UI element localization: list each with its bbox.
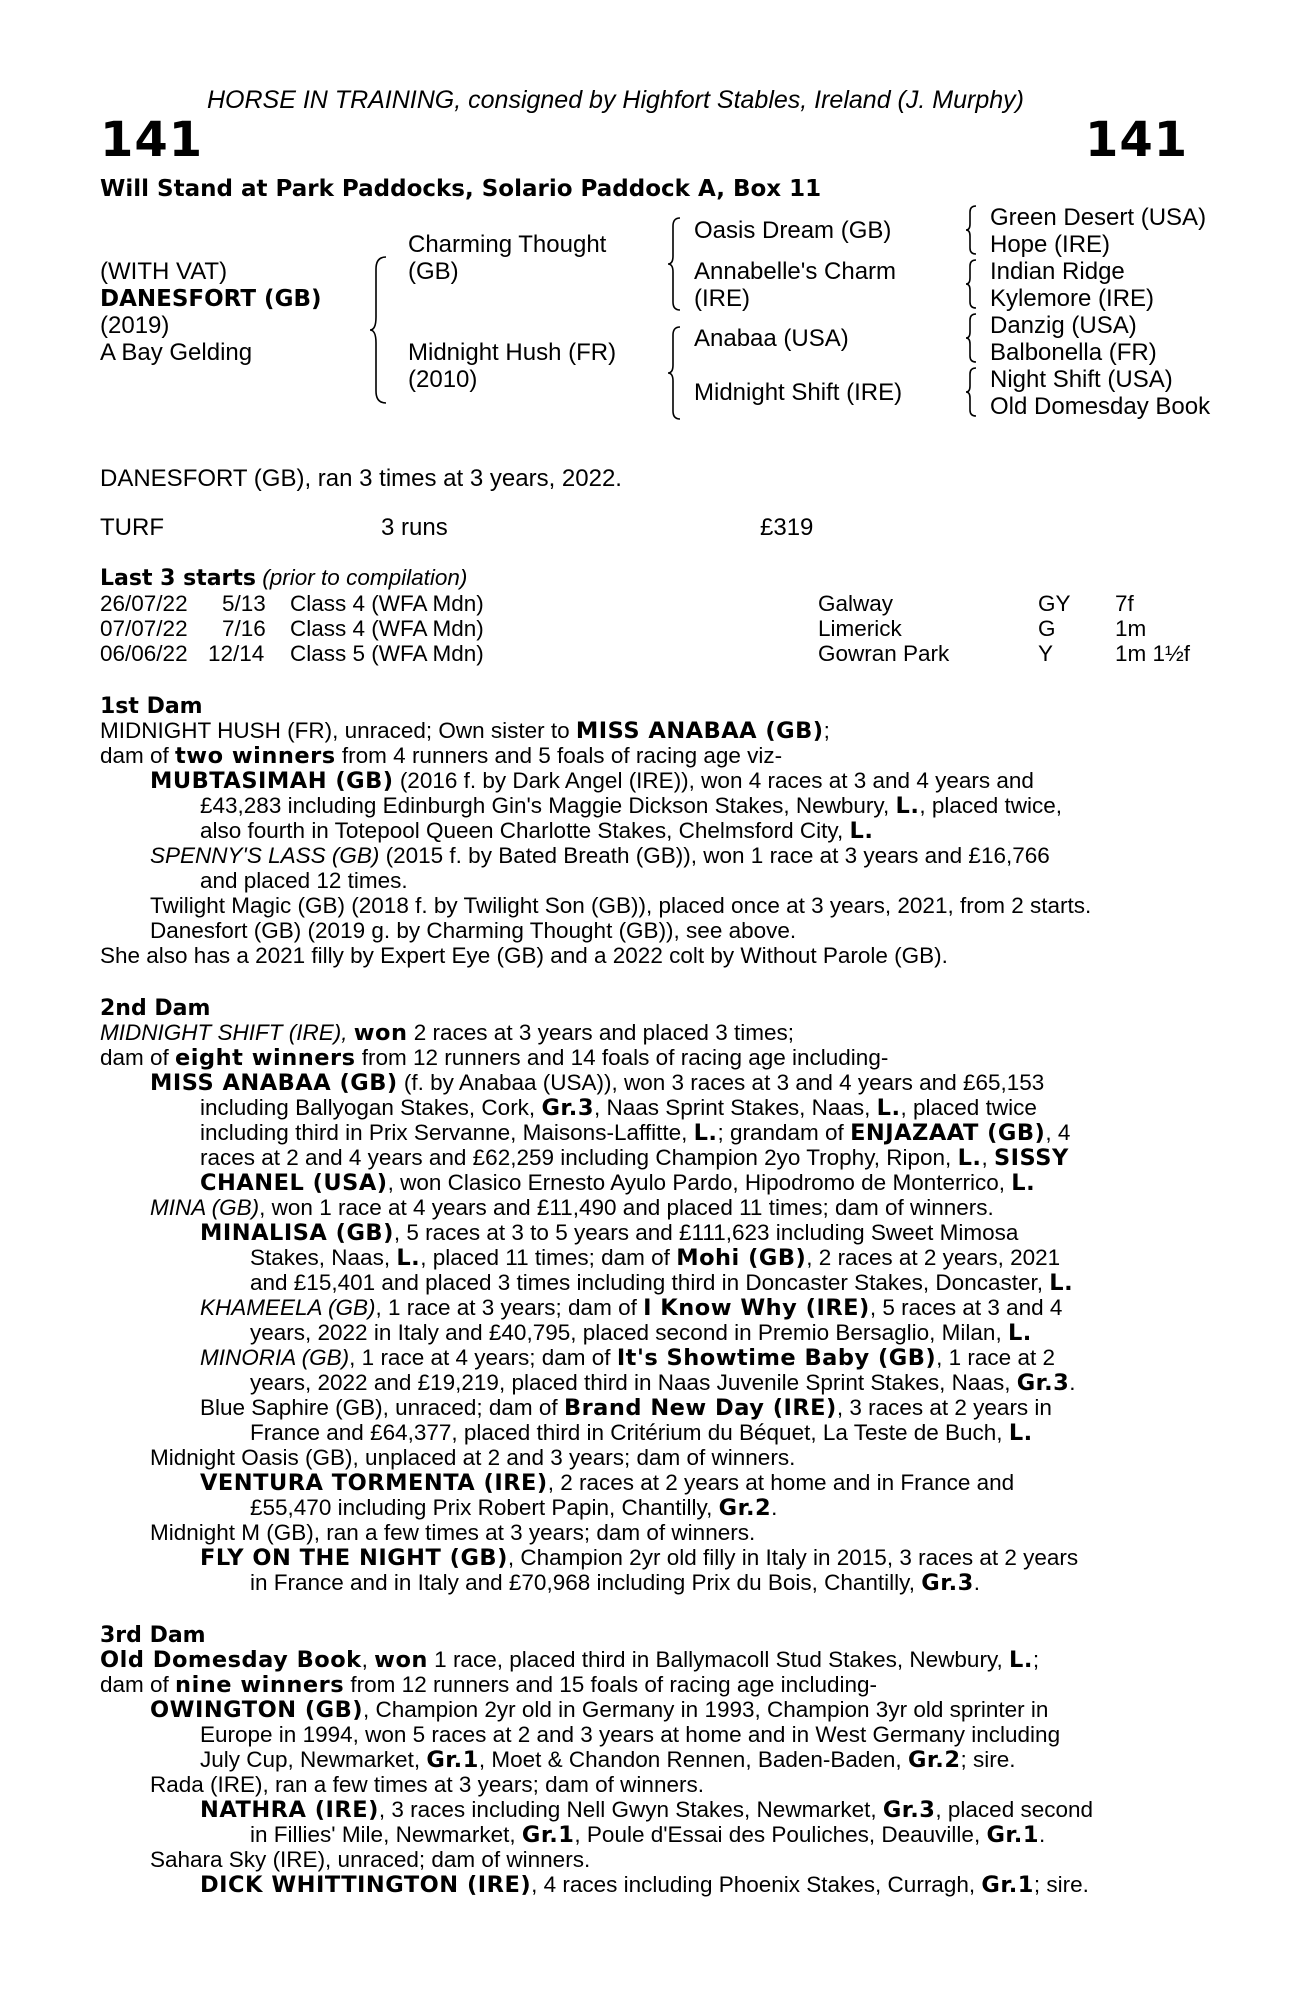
start-distance: 1m 1½f: [1115, 641, 1191, 666]
dam-year: (2010): [408, 366, 478, 393]
progeny-line: races at 2 and 4 years and £62,259 including Champion 2yo Trophy, Ripon, L., SISSY: [200, 1145, 1069, 1171]
gen3-dss: Danzig (USA): [990, 312, 1137, 339]
progeny-line: in France and in Italy and £70,968 including Prix du Bois, Chantilly, Gr.3.: [250, 1570, 981, 1596]
progeny-line: MUBTASIMAH (GB) (2016 f. by Dark Angel (IRE)), won 4 races at 3 and 4 years and: [150, 768, 1034, 794]
progeny-line: Midnight Oasis (GB), unplaced at 2 and 3 years; dam of winners.: [150, 1445, 796, 1470]
horse-year: (2019): [100, 312, 170, 339]
start-position: 5/13: [222, 591, 266, 616]
page-header-title: HORSE IN TRAINING, consigned by Highfort Stables, Ireland (J. Murphy): [207, 86, 1024, 114]
sire-country: (GB): [408, 258, 459, 285]
progeny-line: FLY ON THE NIGHT (GB), Champion 2yr old filly in Italy in 2015, 3 races at 2 years: [200, 1545, 1079, 1571]
progeny-line: MINA (GB), won 1 race at 4 years and £11,490 and placed 11 times; dam of winners.: [150, 1195, 994, 1220]
progeny-line: OWINGTON (GB), Champion 2yr old in Germany in 1993, Champion 3yr old sprinter in: [150, 1697, 1049, 1723]
progeny-line: years, 2022 and £19,219, placed third in Naas Juvenile Sprint Stakes, Naas, Gr.3.: [250, 1370, 1076, 1396]
progeny-line: and placed 12 times.: [200, 868, 408, 893]
brace-main: [368, 255, 390, 405]
start-date: 06/06/22: [100, 641, 188, 666]
progeny-line: including third in Prix Servanne, Maisons-Laffitte, L.; grandam of ENJAZAAT (GB), 4: [200, 1120, 1071, 1146]
brace-gen3-4: [965, 366, 979, 418]
dam-line: dam of eight winners from 12 runners and 14 foals of racing age including-: [100, 1045, 889, 1071]
progeny-line: MINALISA (GB), 5 races at 3 to 5 years and £111,623 including Sweet Mimosa: [200, 1220, 1019, 1246]
turf-runs: 3 runs: [381, 514, 448, 541]
progeny-line: DICK WHITTINGTON (IRE), 4 races including Phoenix Stakes, Curragh, Gr.1; sire.: [200, 1872, 1089, 1898]
progeny-line: MISS ANABAA (GB) (f. by Anabaa (USA)), won 3 races at 3 and 4 years and £65,153: [150, 1070, 1045, 1096]
start-going: Y: [1038, 641, 1054, 666]
progeny-line: MINORIA (GB), 1 race at 4 years; dam of It's Showtime Baby (GB), 1 race at 2: [200, 1345, 1055, 1371]
progeny-line: Europe in 1994, won 5 races at 2 and 3 years at home and in West Germany including: [200, 1722, 1061, 1747]
start-position: 12/14: [208, 641, 265, 666]
progeny-line: Blue Saphire (GB), unraced; dam of Brand New Day (IRE), 3 races at 2 years in: [200, 1395, 1052, 1421]
brace-sire: [667, 216, 683, 312]
sire-dam-line2: (IRE): [694, 285, 750, 312]
start-class: Class 4 (WFA Mdn): [290, 616, 484, 641]
last-starts-heading: Last 3 starts (prior to compilation): [100, 565, 468, 591]
gen3-ddd: Old Domesday Book: [990, 393, 1211, 420]
dam-line: dam of nine winners from 12 runners and 15 foals of racing age including-: [100, 1672, 877, 1698]
start-distance: 7f: [1115, 591, 1134, 616]
dam-dam: Midnight Shift (IRE): [694, 379, 903, 406]
race-summary: DANESFORT (GB), ran 3 times at 3 years, 2022.: [100, 465, 622, 492]
progeny-line: July Cup, Newmarket, Gr.1, Moet & Chandon Rennen, Baden-Baden, Gr.2; sire.: [200, 1747, 1016, 1773]
gen3-sds: Indian Ridge: [990, 258, 1125, 285]
progeny-line: years, 2022 in Italy and £40,795, placed second in Premio Bersaglio, Milan, L.: [250, 1320, 1032, 1346]
start-distance: 1m: [1115, 616, 1147, 641]
section-heading: 1st Dam: [100, 694, 203, 719]
progeny-line: VENTURA TORMENTA (IRE), 2 races at 2 years at home and in France and: [200, 1470, 1015, 1496]
progeny-line: in Fillies' Mile, Newmarket, Gr.1, Poule d'Essai des Pouliches, Deauville, Gr.1.: [250, 1822, 1046, 1848]
vat-note: (WITH VAT): [100, 258, 228, 285]
gen3-dsd: Balbonella (FR): [990, 339, 1157, 366]
brace-gen3-1: [965, 204, 979, 256]
progeny-line: France and £64,377, placed third in Critérium du Béquet, La Teste de Buch, L.: [250, 1420, 1033, 1446]
dam-line: She also has a 2021 filly by Expert Eye (GB) and a 2022 colt by Without Parole (GB).: [100, 943, 948, 968]
gen3-ssd: Hope (IRE): [990, 231, 1111, 258]
gen3-sss: Green Desert (USA): [990, 204, 1207, 231]
start-course: Gowran Park: [818, 641, 950, 666]
progeny-line: KHAMEELA (GB), 1 race at 3 years; dam of I Know Why (IRE), 5 races at 3 and 4: [200, 1295, 1063, 1321]
start-going: GY: [1038, 591, 1071, 616]
lot-number-left: 141: [100, 112, 204, 168]
progeny-line: Sahara Sky (IRE), unraced; dam of winners.: [150, 1847, 591, 1872]
gen3-sdd: Kylemore (IRE): [990, 285, 1155, 312]
start-course: Galway: [818, 591, 894, 616]
dam-line: MIDNIGHT SHIFT (IRE), won 2 races at 3 years and placed 3 times;: [100, 1020, 794, 1046]
sire-name: Charming Thought: [408, 231, 607, 258]
progeny-line: Stakes, Naas, L., placed 11 times; dam of Mohi (GB), 2 races at 2 years, 2021: [250, 1245, 1061, 1271]
section-heading: 2nd Dam: [100, 996, 211, 1021]
turf-label: TURF: [100, 514, 164, 541]
start-class: Class 4 (WFA Mdn): [290, 591, 484, 616]
stand-location: Will Stand at Park Paddocks, Solario Paddock A, Box 11: [100, 176, 822, 202]
dam-name: Midnight Hush (FR): [408, 339, 617, 366]
progeny-line: CHANEL (USA), won Clasico Ernesto Ayulo Pardo, Hipodromo de Monterrico, L.: [200, 1170, 1036, 1196]
start-date: 07/07/22: [100, 616, 188, 641]
brace-gen3-3: [965, 312, 979, 364]
progeny-line: £55,470 including Prix Robert Papin, Chantilly, Gr.2.: [250, 1495, 778, 1521]
progeny-line: Rada (IRE), ran a few times at 3 years; dam of winners.: [150, 1772, 704, 1797]
gen3-dds: Night Shift (USA): [990, 366, 1173, 393]
start-going: G: [1038, 616, 1056, 641]
sire-sire: Oasis Dream (GB): [694, 217, 892, 244]
sire-dam-line1: Annabelle's Charm: [694, 258, 897, 285]
turf-prize: £319: [760, 514, 814, 541]
dam-line: dam of two winners from 4 runners and 5 foals of racing age viz-: [100, 743, 783, 769]
dam-sire: Anabaa (USA): [694, 325, 849, 352]
dam-line: MIDNIGHT HUSH (FR), unraced; Own sister to MISS ANABAA (GB);: [100, 718, 830, 744]
start-course: Limerick: [818, 616, 902, 641]
progeny-line: also fourth in Totepool Queen Charlotte Stakes, Chelmsford City, L.: [200, 818, 874, 844]
progeny-line: Midnight M (GB), ran a few times at 3 years; dam of winners.: [150, 1520, 756, 1545]
start-date: 26/07/22: [100, 591, 188, 616]
start-class: Class 5 (WFA Mdn): [290, 641, 484, 666]
progeny-line: £43,283 including Edinburgh Gin's Maggie Dickson Stakes, Newbury, L., placed twice,: [200, 793, 1062, 819]
section-heading: 3rd Dam: [100, 1623, 206, 1648]
progeny-line: Danesfort (GB) (2019 g. by Charming Thought (GB)), see above.: [150, 918, 797, 943]
progeny-line: SPENNY'S LASS (GB) (2015 f. by Bated Breath (GB)), won 1 race at 3 years and £16,766: [150, 843, 1050, 868]
start-position: 7/16: [222, 616, 266, 641]
progeny-line: NATHRA (IRE), 3 races including Nell Gwyn Stakes, Newmarket, Gr.3, placed second: [200, 1797, 1094, 1823]
progeny-line: and £15,401 and placed 3 times including third in Doncaster Stakes, Doncaster, L.: [250, 1270, 1074, 1296]
brace-dam: [667, 325, 683, 421]
brace-gen3-2: [965, 258, 979, 310]
progeny-line: Twilight Magic (GB) (2018 f. by Twilight Son (GB)), placed once at 3 years, 2021, from 2 starts.: [150, 893, 1092, 918]
progeny-line: including Ballyogan Stakes, Cork, Gr.3, Naas Sprint Stakes, Naas, L., placed twice: [200, 1095, 1037, 1121]
lot-number-right: 141: [1085, 112, 1189, 168]
dam-line: Old Domesday Book, won 1 race, placed third in Ballymacoll Stud Stakes, Newbury, L.;: [100, 1647, 1040, 1673]
horse-name: DANESFORT (GB): [100, 286, 322, 312]
horse-description: A Bay Gelding: [100, 339, 253, 366]
